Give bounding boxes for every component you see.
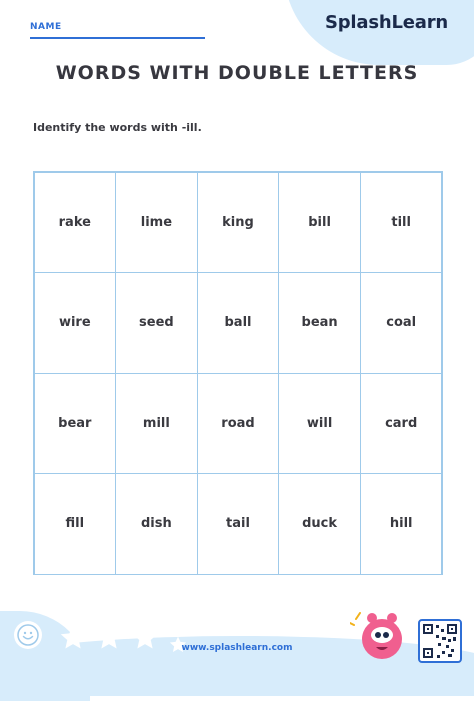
sparkle-icon xyxy=(350,613,360,625)
word-cell[interactable]: will xyxy=(278,373,361,475)
word-cell[interactable]: card xyxy=(360,373,443,475)
worksheet-title: WORDS WITH DOUBLE LETTERS xyxy=(55,62,419,84)
word-cell[interactable]: bill xyxy=(278,172,361,274)
word-cell[interactable]: seed xyxy=(115,272,198,374)
word-cell[interactable]: till xyxy=(360,172,443,274)
instruction-text: Identify the words with -ill. xyxy=(33,121,202,134)
word-grid xyxy=(33,171,443,575)
word-cell[interactable]: duck xyxy=(278,473,361,575)
word-cell[interactable]: ball xyxy=(197,272,280,374)
qr-code-icon[interactable] xyxy=(418,619,462,663)
mascot-icon xyxy=(350,605,410,667)
name-label: NAME xyxy=(30,22,62,32)
word-cell[interactable]: lime xyxy=(115,172,198,274)
splashlearn-logo: SplashLearn xyxy=(324,12,448,33)
word-cell[interactable]: bear xyxy=(34,373,117,475)
word-cell[interactable]: bean xyxy=(278,272,361,374)
word-cell[interactable]: road xyxy=(197,373,280,475)
word-cell[interactable]: hill xyxy=(360,473,443,575)
word-cell[interactable]: coal xyxy=(360,272,443,374)
word-cell[interactable]: rake xyxy=(34,172,117,274)
word-cell[interactable]: king xyxy=(197,172,280,274)
name-input-line[interactable] xyxy=(30,37,205,39)
word-cell[interactable]: wire xyxy=(34,272,117,374)
word-cell[interactable]: fill xyxy=(34,473,117,575)
footer-url[interactable]: www.splashlearn.com xyxy=(181,643,293,653)
word-cell[interactable]: dish xyxy=(115,473,198,575)
word-cell[interactable]: mill xyxy=(115,373,198,475)
word-cell[interactable]: tail xyxy=(197,473,280,575)
